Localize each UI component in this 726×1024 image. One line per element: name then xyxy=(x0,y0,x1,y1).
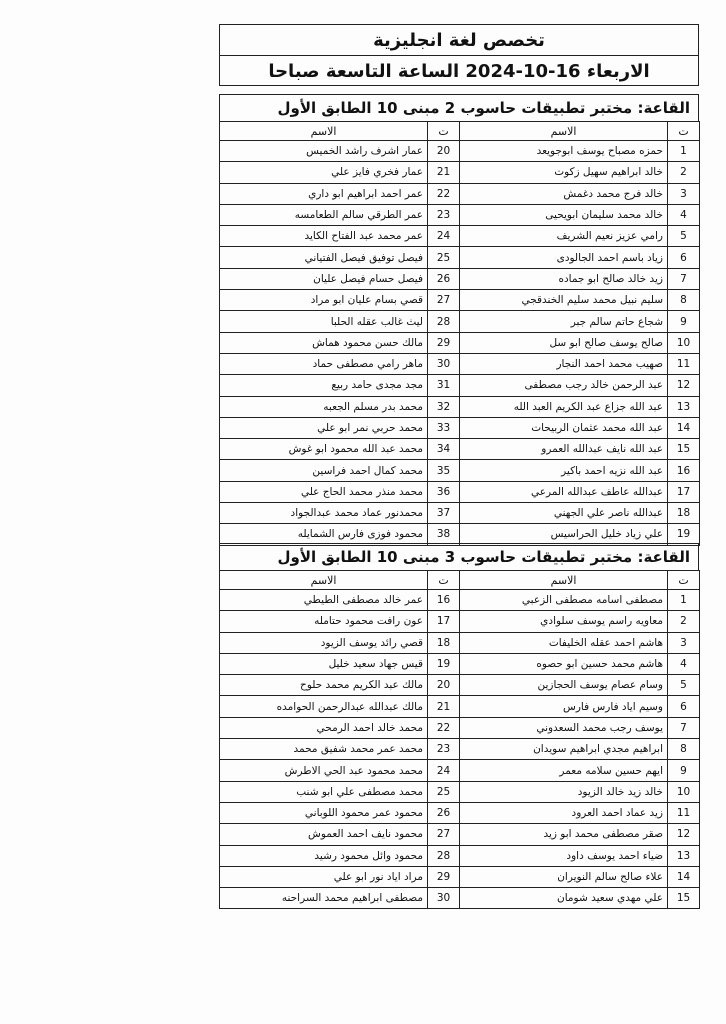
student-name: خالد ابراهيم سهيل زكوت xyxy=(460,162,668,183)
student-name: مراد اياد نور ابو علي xyxy=(220,866,428,887)
table-row xyxy=(220,226,700,247)
student-name: قصي بسام عليان ابو مراد xyxy=(220,290,428,311)
student-name: محمد منذر محمد الحاج علي xyxy=(220,481,428,502)
student-number: 4 xyxy=(668,204,700,225)
student-name: عمر الطرقي سالم الطعامسه xyxy=(220,204,428,225)
col-num-header: ت xyxy=(668,571,700,590)
col-name-header: الاسم xyxy=(460,122,668,141)
student-name: محمد كمال احمد فراسين xyxy=(220,460,428,481)
student-number: 29 xyxy=(428,332,460,353)
student-name: حمزه مصباح يوسف ابوجويعد xyxy=(460,141,668,162)
student-name: محمد عمر محمد شفيق محمد xyxy=(220,739,428,760)
table-row xyxy=(220,611,700,632)
table-row xyxy=(220,204,700,225)
col-name-header: الاسم xyxy=(220,571,428,590)
student-name: زياد باسم احمد الجالودى xyxy=(460,247,668,268)
student-number: 25 xyxy=(428,781,460,802)
section-1-heading: القاعة: مختبر تطبيقات حاسوب 2 مبنى 10 الطابق الأول xyxy=(219,94,699,122)
table-row xyxy=(220,417,700,438)
student-number: 14 xyxy=(668,866,700,887)
student-number: 20 xyxy=(428,675,460,696)
student-name: خالد زيد خالد الزيود xyxy=(460,781,668,802)
student-number: 26 xyxy=(428,268,460,289)
student-name: مالك عبد الكريم محمد حلوح xyxy=(220,675,428,696)
table-row xyxy=(220,760,700,781)
student-name: علي زياد خليل الحراسيس xyxy=(460,524,668,545)
table-row xyxy=(220,824,700,845)
student-name: عبد الله جزاع عبد الكريم العبد الله xyxy=(460,396,668,417)
table-row xyxy=(220,353,700,374)
student-name: هاشم احمد عقله الخليفات xyxy=(460,632,668,653)
student-name: مالك عبدالله عبدالرحمن الحوامده xyxy=(220,696,428,717)
table-row xyxy=(220,141,700,162)
student-name: علي مهدي سعيد شومان xyxy=(460,888,668,909)
student-number: 24 xyxy=(428,226,460,247)
student-number: 26 xyxy=(428,802,460,823)
student-name: رامي عزيز نعيم الشريف xyxy=(460,226,668,247)
table-row xyxy=(220,739,700,760)
table-row xyxy=(220,653,700,674)
student-name: عبد الرحمن خالد رجب مصطفى xyxy=(460,375,668,396)
student-name: محمد بدر مسلم الجعبه xyxy=(220,396,428,417)
student-name: عبد الله نزيه احمد باكير xyxy=(460,460,668,481)
student-number: 22 xyxy=(428,717,460,738)
student-number: 15 xyxy=(668,439,700,460)
student-name: محمد حربي نمر ابو علي xyxy=(220,417,428,438)
student-number: 25 xyxy=(428,247,460,268)
student-number: 19 xyxy=(428,653,460,674)
table-header-row xyxy=(220,122,700,141)
student-number: 11 xyxy=(668,802,700,823)
student-number: 12 xyxy=(668,375,700,396)
student-name: عمار فخري فايز علي xyxy=(220,162,428,183)
section-2-table xyxy=(219,570,700,909)
student-name: عمر خالد مصطفى الطيطي xyxy=(220,590,428,611)
table-header-row xyxy=(220,571,700,590)
table-row xyxy=(220,183,700,204)
student-number: 9 xyxy=(668,311,700,332)
student-number: 2 xyxy=(668,162,700,183)
student-number: 8 xyxy=(668,739,700,760)
student-number: 1 xyxy=(668,141,700,162)
student-name: شجاع حاتم سالم جبر xyxy=(460,311,668,332)
student-name: ابراهيم مجدي ابراهيم سويدان xyxy=(460,739,668,760)
student-name: مصطفى ابراهيم محمد السراحنه xyxy=(220,888,428,909)
table-row xyxy=(220,866,700,887)
student-number: 22 xyxy=(428,183,460,204)
table-row xyxy=(220,781,700,802)
section-2-rows xyxy=(220,590,700,909)
student-number: 14 xyxy=(668,417,700,438)
student-number: 33 xyxy=(428,417,460,438)
student-number: 21 xyxy=(428,696,460,717)
student-name: عمر محمد عبد الفتاح الكايد xyxy=(220,226,428,247)
student-name: صقر مصطفى محمد ابو زيد xyxy=(460,824,668,845)
student-number: 24 xyxy=(428,760,460,781)
student-number: 17 xyxy=(428,611,460,632)
student-name: فيصل حسام فيصل عليان xyxy=(220,268,428,289)
student-number: 23 xyxy=(428,204,460,225)
student-name: سليم نبيل محمد سليم الخندقجي xyxy=(460,290,668,311)
student-number: 6 xyxy=(668,247,700,268)
student-name: ليث غالب عقله الحلبا xyxy=(220,311,428,332)
student-name: وسيم اياد فارس فارس xyxy=(460,696,668,717)
student-number: 10 xyxy=(668,332,700,353)
student-number: 12 xyxy=(668,824,700,845)
student-number: 5 xyxy=(668,226,700,247)
student-number: 30 xyxy=(428,353,460,374)
exam-schedule: الاربعاء 16-10-2024 الساعة التاسعة صباحا xyxy=(220,55,698,86)
table-row xyxy=(220,332,700,353)
student-name: محمود عمر محمود اللوباني xyxy=(220,802,428,823)
student-name: علاء صالح سالم النويران xyxy=(460,866,668,887)
student-number: 1 xyxy=(668,590,700,611)
student-number: 4 xyxy=(668,653,700,674)
student-number: 29 xyxy=(428,866,460,887)
student-name: مصطفى اسامه مصطفى الزعبي xyxy=(460,590,668,611)
student-name: محمد محمود عبد الحي الاطرش xyxy=(220,760,428,781)
student-name: عبد الله نايف عبدالله العمرو xyxy=(460,439,668,460)
student-number: 18 xyxy=(428,632,460,653)
student-name: عمار اشرف راشد الخميس xyxy=(220,141,428,162)
student-number: 11 xyxy=(668,353,700,374)
student-name: عون رافت محمود حتامله xyxy=(220,611,428,632)
student-name: قيس جهاد سعيد خليل xyxy=(220,653,428,674)
student-number: 19 xyxy=(668,524,700,545)
table-row xyxy=(220,460,700,481)
student-name: عبدالله عاطف عبدالله المرعي xyxy=(460,481,668,502)
student-name: قصي رائد يوسف الزيود xyxy=(220,632,428,653)
student-number: 18 xyxy=(668,503,700,524)
table-row xyxy=(220,311,700,332)
student-name: ماهر رامي مصطفى حماد xyxy=(220,353,428,374)
table-row xyxy=(220,247,700,268)
student-name: محمد عبد الله محمود ابو غوش xyxy=(220,439,428,460)
student-number: 28 xyxy=(428,311,460,332)
student-name: خالد محمد سليمان ابويحيى xyxy=(460,204,668,225)
student-name: زيد عماد احمد العرود xyxy=(460,802,668,823)
student-number: 10 xyxy=(668,781,700,802)
student-number: 7 xyxy=(668,717,700,738)
section-2-heading: القاعة: مختبر تطبيقات حاسوب 3 مبنى 10 الطابق الأول xyxy=(219,543,699,571)
col-num-header: ت xyxy=(428,571,460,590)
student-number: 27 xyxy=(428,290,460,311)
table-row xyxy=(220,290,700,311)
table-row xyxy=(220,375,700,396)
student-name: خالد فرج محمد دغمش xyxy=(460,183,668,204)
student-number: 3 xyxy=(668,632,700,653)
table-row xyxy=(220,675,700,696)
student-name: يوسف رجب محمد السعدوني xyxy=(460,717,668,738)
section-1-rows xyxy=(220,141,700,546)
student-name: عبدالله ناصر علي الجهني xyxy=(460,503,668,524)
student-name: صهيب محمد احمد النجار xyxy=(460,353,668,374)
student-number: 13 xyxy=(668,845,700,866)
student-number: 20 xyxy=(428,141,460,162)
table-row xyxy=(220,481,700,502)
table-row xyxy=(220,439,700,460)
col-name-header: الاسم xyxy=(460,571,668,590)
student-number: 16 xyxy=(668,460,700,481)
student-name: معاويه راسم يوسف سلوادي xyxy=(460,611,668,632)
student-name: محمود وائل محمود رشيد xyxy=(220,845,428,866)
student-number: 9 xyxy=(668,760,700,781)
student-number: 21 xyxy=(428,162,460,183)
student-name: مجد مجدى حامد ربيع xyxy=(220,375,428,396)
table-row xyxy=(220,524,700,545)
student-number: 7 xyxy=(668,268,700,289)
table-row xyxy=(220,717,700,738)
col-num-header: ت xyxy=(428,122,460,141)
section-1-table xyxy=(219,121,700,546)
student-name: ايهم حسين سلامه معمر xyxy=(460,760,668,781)
student-number: 3 xyxy=(668,183,700,204)
student-number: 17 xyxy=(668,481,700,502)
table-row xyxy=(220,268,700,289)
student-name: مالك حسن محمود هماش xyxy=(220,332,428,353)
student-name: عبد الله محمد عثمان الربيحات xyxy=(460,417,668,438)
table-row xyxy=(220,632,700,653)
student-name: هاشم محمد حسين ابو حصوه xyxy=(460,653,668,674)
student-number: 5 xyxy=(668,675,700,696)
student-name: محمود فوزى فارس الشمايله xyxy=(220,524,428,545)
student-number: 35 xyxy=(428,460,460,481)
student-name: محمدنور عماد محمد عبدالجواد xyxy=(220,503,428,524)
student-number: 27 xyxy=(428,824,460,845)
table-row xyxy=(220,162,700,183)
student-number: 13 xyxy=(668,396,700,417)
table-row xyxy=(220,802,700,823)
student-number: 16 xyxy=(428,590,460,611)
student-number: 28 xyxy=(428,845,460,866)
student-name: صالح يوسف صالح ابو سل xyxy=(460,332,668,353)
student-number: 34 xyxy=(428,439,460,460)
student-number: 15 xyxy=(668,888,700,909)
table-row xyxy=(220,503,700,524)
table-row xyxy=(220,845,700,866)
table-row xyxy=(220,396,700,417)
student-name: عمر احمد ابراهيم ابو داري xyxy=(220,183,428,204)
col-name-header: الاسم xyxy=(220,122,428,141)
student-number: 37 xyxy=(428,503,460,524)
page-title: تخصص لغة انجليزية xyxy=(373,29,545,51)
student-number: 2 xyxy=(668,611,700,632)
student-number: 32 xyxy=(428,396,460,417)
student-name: زيد خالد صالح ابو جماده xyxy=(460,268,668,289)
student-name: محمود نايف احمد العموش xyxy=(220,824,428,845)
col-num-header: ت xyxy=(668,122,700,141)
student-name: وسام عصام يوسف الحجازين xyxy=(460,675,668,696)
student-name: فيصل توفيق فيصل الفتياني xyxy=(220,247,428,268)
table-row xyxy=(220,696,700,717)
student-number: 31 xyxy=(428,375,460,396)
student-name: محمد مصطفى علي ابو شنب xyxy=(220,781,428,802)
student-number: 30 xyxy=(428,888,460,909)
table-row xyxy=(220,888,700,909)
student-number: 8 xyxy=(668,290,700,311)
student-name: محمد خالد احمد الرمحي xyxy=(220,717,428,738)
title-box xyxy=(219,24,699,86)
student-name: ضياء احمد يوسف داود xyxy=(460,845,668,866)
table-row xyxy=(220,590,700,611)
student-number: 38 xyxy=(428,524,460,545)
student-number: 36 xyxy=(428,481,460,502)
student-number: 23 xyxy=(428,739,460,760)
student-number: 6 xyxy=(668,696,700,717)
